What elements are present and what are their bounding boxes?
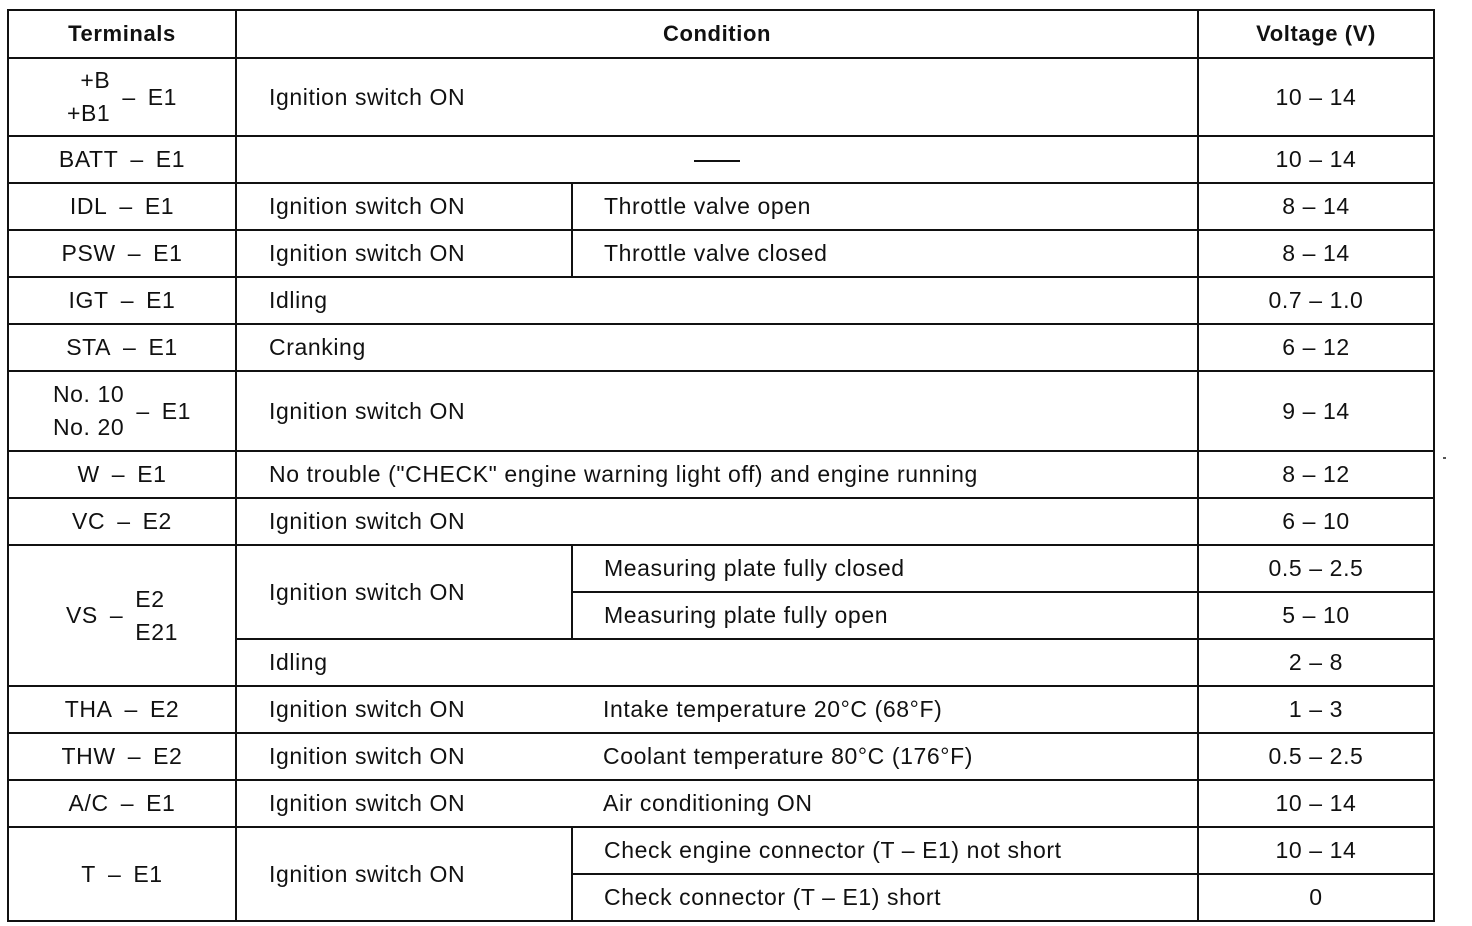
no-condition-dash [694, 160, 740, 162]
voltage-cell: 9 – 14 [1198, 371, 1434, 451]
table-row [8, 545, 1434, 592]
terminal-dash: – [130, 146, 144, 172]
terminal-ground: E1 [148, 334, 178, 360]
terminal-dash: – [111, 461, 126, 487]
condition-cell: Ignition switch ON [236, 371, 1198, 451]
terminal-cell [8, 780, 236, 827]
terminal-dash: – [127, 743, 142, 769]
terminal-cell [8, 451, 236, 498]
terminal-cell [8, 827, 236, 921]
voltage-cell: 2 – 8 [1198, 639, 1434, 686]
terminal-cell [8, 324, 236, 371]
sub-condition-cell: Check connector (T – E1) short [572, 874, 1198, 921]
condition-cell: Ignition switch ON [236, 545, 572, 639]
header-terminals: Terminals [8, 10, 236, 58]
voltage-cell: 10 – 14 [1198, 827, 1434, 874]
table-row [8, 498, 1434, 545]
terminal-label: No. 10 [52, 381, 125, 407]
condition-cell [236, 136, 1198, 183]
condition-cell: Idling [236, 277, 1198, 324]
terminal-ground: E1 [147, 83, 178, 110]
voltage-cell: 6 – 10 [1198, 498, 1434, 545]
terminal-ground: E2 [142, 508, 172, 534]
terminal-ground: E1 [137, 461, 167, 487]
terminal-cell [8, 277, 236, 324]
voltage-cell: 6 – 12 [1198, 324, 1434, 371]
sub-condition-cell: Air conditioning ON [572, 780, 1198, 827]
condition-cell: Ignition switch ON [236, 733, 572, 780]
terminal-label: VC [72, 508, 106, 534]
terminal-ground: E1 [155, 146, 186, 172]
terminal-cell [8, 58, 236, 136]
voltage-spec-table [7, 9, 1435, 922]
terminal-label: W [77, 461, 100, 487]
terminal-ground: E2 [153, 743, 183, 769]
terminal-cell [8, 371, 236, 451]
terminal-cell [8, 498, 236, 545]
sub-condition-cell: Throttle valve closed [572, 230, 1198, 277]
terminal-label: IGT [68, 287, 109, 313]
terminal-label: STA [66, 334, 112, 360]
terminal-dash: – [119, 193, 133, 219]
terminal-dash: – [136, 397, 150, 424]
terminal-ground: E1 [144, 193, 175, 219]
table-row [8, 183, 1434, 230]
voltage-cell: 10 – 14 [1198, 136, 1434, 183]
terminal-ground: E2 [149, 696, 180, 722]
voltage-spec-table-frame [7, 9, 1435, 922]
voltage-cell: 0.7 – 1.0 [1198, 277, 1434, 324]
terminal-cell [8, 545, 236, 686]
table-row [8, 780, 1434, 827]
terminal-dash: – [120, 790, 135, 816]
terminal-cell [8, 136, 236, 183]
table-row [8, 58, 1434, 136]
condition-cell: Ignition switch ON [236, 827, 572, 921]
sub-condition-cell: Coolant temperature 80°C (176°F) [572, 733, 1198, 780]
terminal-label: VS [65, 602, 98, 628]
terminal-label: No. 20 [52, 414, 125, 440]
table-row [8, 371, 1434, 451]
voltage-cell: 10 – 14 [1198, 780, 1434, 827]
sub-condition-cell: Measuring plate fully open [572, 592, 1198, 639]
voltage-cell: 1 – 3 [1198, 686, 1434, 733]
condition-cell: Ignition switch ON [236, 183, 572, 230]
table-row [8, 230, 1434, 277]
voltage-cell: 5 – 10 [1198, 592, 1434, 639]
terminal-ground: E2 [135, 585, 165, 612]
terminal-cell [8, 183, 236, 230]
table-row [8, 827, 1434, 874]
condition-cell: Ignition switch ON [236, 498, 1198, 545]
condition-cell: Ignition switch ON [236, 686, 572, 733]
terminal-cell [8, 686, 236, 733]
terminal-cell [8, 230, 236, 277]
terminal-label: T [81, 860, 96, 887]
terminal-dash: – [107, 860, 122, 887]
condition-cell: Cranking [236, 324, 1198, 371]
terminal-dash: – [124, 696, 138, 722]
terminal-dash: – [120, 287, 135, 313]
condition-cell: Ignition switch ON [236, 58, 1198, 136]
voltage-cell: 0.5 – 2.5 [1198, 545, 1434, 592]
table-row [8, 686, 1434, 733]
terminal-cell [8, 733, 236, 780]
terminal-label: THW [61, 743, 116, 769]
sub-condition-cell: Measuring plate fully closed [572, 545, 1198, 592]
sub-condition-cell: Intake temperature 20°C (68°F) [572, 686, 1198, 733]
terminal-dash: – [122, 83, 136, 110]
voltage-cell: 8 – 14 [1198, 230, 1434, 277]
terminal-label: IDL [69, 193, 108, 219]
sub-condition-cell: Check engine connector (T – E1) not short [572, 827, 1198, 874]
terminal-ground: E1 [133, 860, 163, 887]
header-voltage: Voltage (V) [1198, 10, 1434, 58]
table-row [8, 324, 1434, 371]
terminal-label: PSW [61, 240, 116, 266]
terminal-dash: – [109, 602, 124, 628]
terminal-label: BATT [58, 146, 119, 172]
terminal-dash: – [117, 508, 131, 534]
terminal-ground: E1 [146, 287, 176, 313]
terminal-ground: E1 [153, 240, 183, 266]
terminal-label: THA [64, 696, 113, 722]
table-row [8, 136, 1434, 183]
table-row [8, 733, 1434, 780]
table-row [8, 451, 1434, 498]
terminal-label: +B [80, 67, 111, 93]
terminal-label: A/C [68, 790, 109, 816]
voltage-cell: 8 – 14 [1198, 183, 1434, 230]
table-row [8, 277, 1434, 324]
terminal-ground: E1 [161, 397, 192, 424]
header-row [8, 10, 1434, 58]
condition-cell: Ignition switch ON [236, 230, 572, 277]
voltage-cell: 8 – 12 [1198, 451, 1434, 498]
sub-condition-cell: Throttle valve open [572, 183, 1198, 230]
header-condition: Condition [236, 10, 1198, 58]
terminal-label: +B1 [66, 100, 111, 126]
voltage-cell: 10 – 14 [1198, 58, 1434, 136]
voltage-cell: 0.5 – 2.5 [1198, 733, 1434, 780]
condition-cell: Idling [236, 639, 1198, 686]
voltage-cell: 0 [1198, 874, 1434, 921]
condition-cell: No trouble ("CHECK" engine warning light off) and engine running [236, 451, 1198, 498]
condition-cell: Ignition switch ON [236, 780, 572, 827]
scan-speck [1443, 457, 1446, 459]
terminal-dash: – [127, 240, 142, 266]
terminal-ground: E1 [146, 790, 176, 816]
terminal-dash: – [123, 334, 137, 360]
terminal-ground: E21 [135, 618, 179, 645]
